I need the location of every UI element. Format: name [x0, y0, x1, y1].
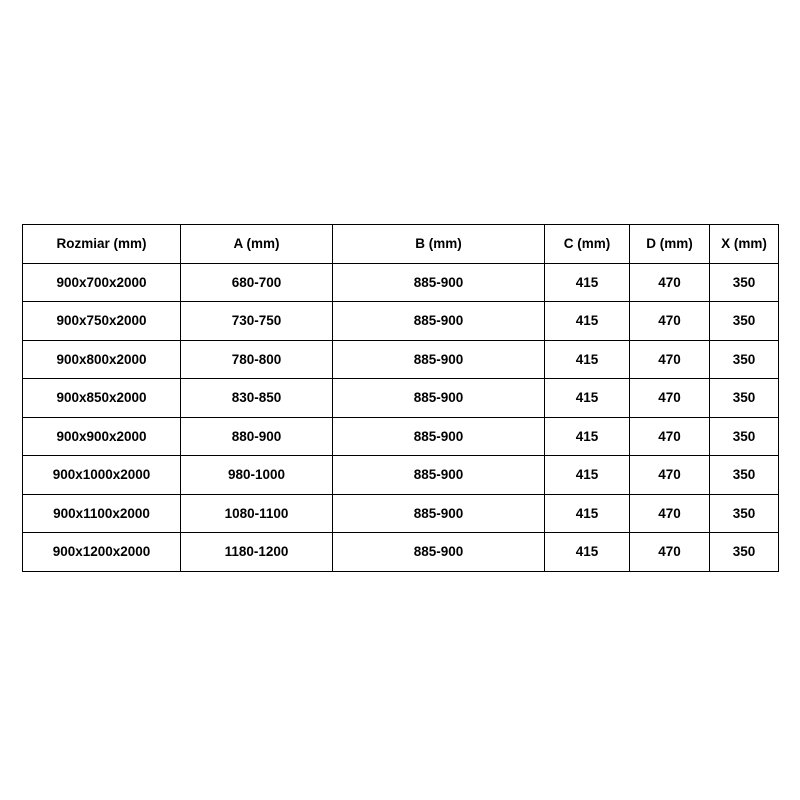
cell-a: 980-1000	[181, 456, 333, 495]
cell-c: 415	[545, 340, 630, 379]
cell-rozmiar: 900x800x2000	[23, 340, 181, 379]
table-row	[23, 302, 779, 341]
cell-rozmiar: 900x1100x2000	[23, 494, 181, 533]
cell-rozmiar: 900x700x2000	[23, 263, 181, 302]
cell-a: 830-850	[181, 379, 333, 418]
table-row	[23, 494, 779, 533]
column-header-c: C (mm)	[545, 225, 630, 264]
cell-a: 680-700	[181, 263, 333, 302]
cell-a: 780-800	[181, 340, 333, 379]
cell-d: 470	[630, 417, 710, 456]
cell-x: 350	[710, 340, 779, 379]
cell-d: 470	[630, 456, 710, 495]
column-header-d: D (mm)	[630, 225, 710, 264]
cell-x: 350	[710, 494, 779, 533]
cell-rozmiar: 900x1000x2000	[23, 456, 181, 495]
cell-x: 350	[710, 263, 779, 302]
cell-a: 1080-1100	[181, 494, 333, 533]
cell-c: 415	[545, 302, 630, 341]
size-table-container	[22, 224, 778, 572]
table-row	[23, 533, 779, 572]
table-row	[23, 379, 779, 418]
cell-x: 350	[710, 379, 779, 418]
cell-b: 885-900	[333, 417, 545, 456]
cell-x: 350	[710, 417, 779, 456]
cell-a: 1180-1200	[181, 533, 333, 572]
cell-rozmiar: 900x900x2000	[23, 417, 181, 456]
cell-d: 470	[630, 533, 710, 572]
column-header-a: A (mm)	[181, 225, 333, 264]
cell-c: 415	[545, 379, 630, 418]
cell-c: 415	[545, 417, 630, 456]
table-row	[23, 456, 779, 495]
cell-rozmiar: 900x850x2000	[23, 379, 181, 418]
size-table	[22, 224, 779, 572]
table-row	[23, 417, 779, 456]
cell-d: 470	[630, 263, 710, 302]
cell-x: 350	[710, 456, 779, 495]
cell-c: 415	[545, 263, 630, 302]
cell-b: 885-900	[333, 456, 545, 495]
cell-b: 885-900	[333, 494, 545, 533]
cell-a: 730-750	[181, 302, 333, 341]
cell-d: 470	[630, 340, 710, 379]
column-header-b: B (mm)	[333, 225, 545, 264]
cell-b: 885-900	[333, 340, 545, 379]
table-row	[23, 263, 779, 302]
cell-c: 415	[545, 494, 630, 533]
cell-b: 885-900	[333, 379, 545, 418]
column-header-rozmiar: Rozmiar (mm)	[23, 225, 181, 264]
table-row	[23, 340, 779, 379]
column-header-x: X (mm)	[710, 225, 779, 264]
cell-rozmiar: 900x1200x2000	[23, 533, 181, 572]
cell-x: 350	[710, 302, 779, 341]
cell-b: 885-900	[333, 302, 545, 341]
cell-d: 470	[630, 302, 710, 341]
cell-b: 885-900	[333, 263, 545, 302]
table-header-row	[23, 225, 779, 264]
cell-rozmiar: 900x750x2000	[23, 302, 181, 341]
cell-x: 350	[710, 533, 779, 572]
cell-d: 470	[630, 379, 710, 418]
cell-d: 470	[630, 494, 710, 533]
cell-a: 880-900	[181, 417, 333, 456]
cell-c: 415	[545, 456, 630, 495]
cell-c: 415	[545, 533, 630, 572]
cell-b: 885-900	[333, 533, 545, 572]
